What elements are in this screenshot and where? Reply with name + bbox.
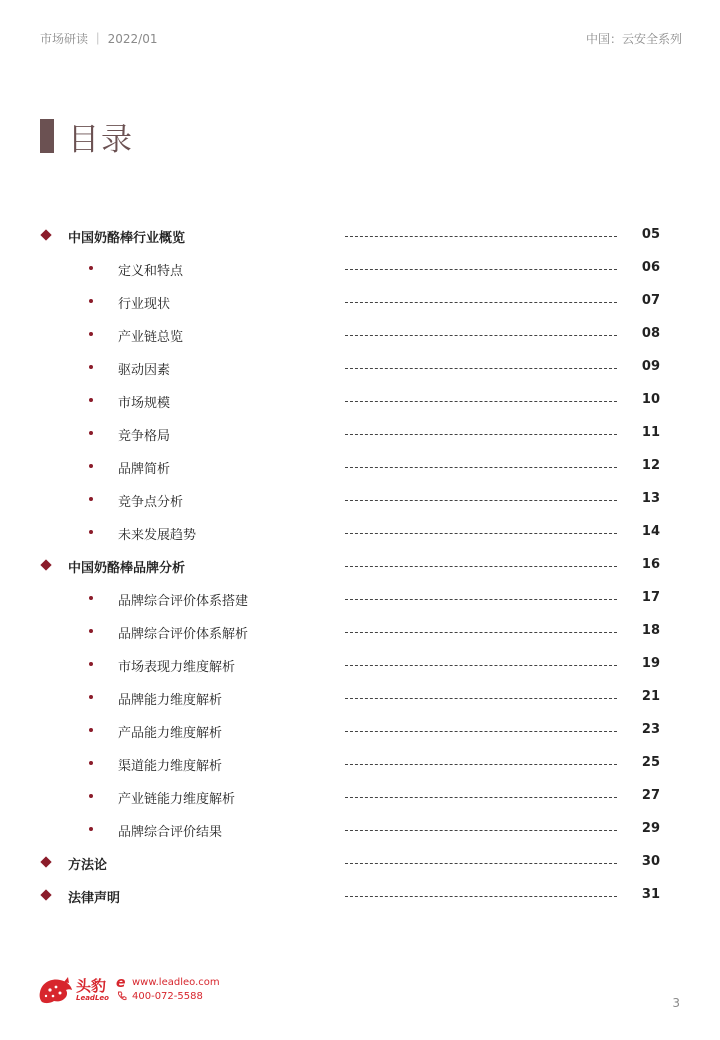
toc-page-number: 09 <box>641 359 660 374</box>
toc-entry-label: 产品能力维度解析 <box>118 726 223 741</box>
toc-page-number: 11 <box>641 425 660 440</box>
dotted-leader <box>345 434 617 435</box>
toc-entry-label: 市场规模 <box>118 396 171 411</box>
toc-page-number: 13 <box>641 491 660 506</box>
toc-subsection-row[interactable] <box>0 484 720 517</box>
dotted-leader <box>345 533 617 534</box>
toc-section-row[interactable] <box>0 880 720 913</box>
dot-bullet-icon <box>89 695 93 699</box>
dotted-leader <box>345 467 617 468</box>
dotted-leader <box>345 698 617 699</box>
dotted-leader <box>345 599 617 600</box>
toc-page-number: 14 <box>641 524 660 539</box>
dotted-leader <box>345 566 617 567</box>
dotted-leader <box>345 764 617 765</box>
diamond-bullet-icon <box>40 229 51 240</box>
toc-entry-label: 市场表现力维度解析 <box>118 660 236 675</box>
toc-entry-label: 品牌综合评价体系搭建 <box>118 594 249 609</box>
toc-entry-label: 产业链能力维度解析 <box>118 792 236 807</box>
dot-bullet-icon <box>89 332 93 336</box>
toc-page-number: 25 <box>641 755 660 770</box>
dot-bullet-icon <box>89 662 93 666</box>
phone-number: 400-072-5588 <box>132 991 203 1002</box>
leadleo-logo <box>36 972 226 1008</box>
toc-entry-label: 未来发展趋势 <box>118 528 197 543</box>
toc-entry-label: 竞争格局 <box>118 429 171 444</box>
toc-subsection-row[interactable] <box>0 517 720 550</box>
toc-section-row[interactable] <box>0 220 720 253</box>
toc-subsection-row[interactable] <box>0 682 720 715</box>
dotted-leader <box>345 830 617 831</box>
toc-entry-label: 竞争点分析 <box>118 495 184 510</box>
diamond-bullet-icon <box>40 889 51 900</box>
toc-entry-label: 品牌能力维度解析 <box>118 693 223 708</box>
toc-subsection-row[interactable] <box>0 616 720 649</box>
dot-bullet-icon <box>89 530 93 534</box>
toc-subsection-row[interactable] <box>0 253 720 286</box>
dotted-leader <box>345 335 617 336</box>
dot-bullet-icon <box>89 794 93 798</box>
toc-section-row[interactable] <box>0 550 720 583</box>
header-right: 中国：云安全系列 <box>585 32 682 46</box>
dotted-leader <box>345 896 617 897</box>
dotted-leader <box>345 731 617 732</box>
dot-bullet-icon <box>89 266 93 270</box>
toc-subsection-row[interactable] <box>0 814 720 847</box>
diamond-bullet-icon <box>40 559 51 570</box>
dot-bullet-icon <box>89 761 93 765</box>
dotted-leader <box>345 863 617 864</box>
toc-subsection-row[interactable] <box>0 715 720 748</box>
toc-entry-label: 产业链总览 <box>118 330 184 345</box>
dot-bullet-icon <box>89 497 93 501</box>
toc-subsection-row[interactable] <box>0 319 720 352</box>
toc-subsection-row[interactable] <box>0 649 720 682</box>
toc-page-number: 17 <box>641 590 660 605</box>
dot-bullet-icon <box>89 398 93 402</box>
dot-bullet-icon <box>89 629 93 633</box>
toc-entry-label: 中国奶酪棒品牌分析 <box>68 561 186 576</box>
toc-page-number: 12 <box>641 458 660 473</box>
dotted-leader <box>345 665 617 666</box>
website-url: www.leadleo.com <box>132 977 220 988</box>
dot-bullet-icon <box>89 728 93 732</box>
toc-entry-label: 方法论 <box>68 858 108 873</box>
toc-page-number: 10 <box>641 392 660 407</box>
toc-page-number: 18 <box>641 623 660 638</box>
toc-subsection-row[interactable] <box>0 451 720 484</box>
toc-subsection-row[interactable] <box>0 781 720 814</box>
toc-page-number: 23 <box>641 722 660 737</box>
page-number: 3 <box>672 996 680 1010</box>
dotted-leader <box>345 269 617 270</box>
dotted-leader <box>345 302 617 303</box>
toc-entry-label: 品牌简析 <box>118 462 171 477</box>
toc-entry-label: 品牌综合评价结果 <box>118 825 223 840</box>
toc-entry-label: 定义和特点 <box>118 264 184 279</box>
dot-bullet-icon <box>89 299 93 303</box>
toc-subsection-row[interactable] <box>0 418 720 451</box>
toc-page-number: 08 <box>641 326 660 341</box>
phone-icon <box>117 991 127 1001</box>
toc-entry-label: 品牌综合评价体系解析 <box>118 627 249 642</box>
dotted-leader <box>345 632 617 633</box>
toc-entry-label: 中国奶酪棒行业概览 <box>68 231 186 246</box>
toc-page-number: 07 <box>641 293 660 308</box>
dot-bullet-icon <box>89 365 93 369</box>
toc-entry-label: 驱动因素 <box>118 363 171 378</box>
toc-entry-label: 行业现状 <box>118 297 171 312</box>
toc-page-number: 31 <box>641 887 660 902</box>
toc-page-number: 30 <box>641 854 660 869</box>
toc-page-number: 29 <box>641 821 660 836</box>
toc-entry-label: 法律声明 <box>68 891 121 906</box>
dotted-leader <box>345 368 617 369</box>
toc-page-number: 16 <box>641 557 660 572</box>
page-title: 目录 <box>68 122 134 158</box>
toc-page-number: 05 <box>641 227 660 242</box>
dot-bullet-icon <box>89 827 93 831</box>
dot-bullet-icon <box>89 431 93 435</box>
dot-bullet-icon <box>89 464 93 468</box>
toc-page-number: 21 <box>641 689 660 704</box>
dotted-leader <box>345 401 617 402</box>
logo-chinese-text: 头豹 <box>76 977 107 995</box>
toc-page-number: 27 <box>641 788 660 803</box>
toc-subsection-row[interactable] <box>0 385 720 418</box>
toc-page-number: 06 <box>641 260 660 275</box>
toc-subsection-row[interactable] <box>0 352 720 385</box>
dotted-leader <box>345 797 617 798</box>
title-accent-bar <box>40 119 54 153</box>
e-icon: e <box>116 975 126 991</box>
toc-subsection-row[interactable] <box>0 286 720 319</box>
logo-english-text: LeadLeo <box>76 994 109 1002</box>
dot-bullet-icon <box>89 596 93 600</box>
leopard-logo-icon <box>36 972 74 1006</box>
dotted-leader <box>345 500 617 501</box>
diamond-bullet-icon <box>40 856 51 867</box>
dotted-leader <box>345 236 617 237</box>
header-left: 市场研读 ｜ 2022/01 <box>40 32 158 46</box>
toc-section-row[interactable] <box>0 847 720 880</box>
toc-subsection-row[interactable] <box>0 583 720 616</box>
toc-subsection-row[interactable] <box>0 748 720 781</box>
toc-entry-label: 渠道能力维度解析 <box>118 759 223 774</box>
toc-page-number: 19 <box>641 656 660 671</box>
